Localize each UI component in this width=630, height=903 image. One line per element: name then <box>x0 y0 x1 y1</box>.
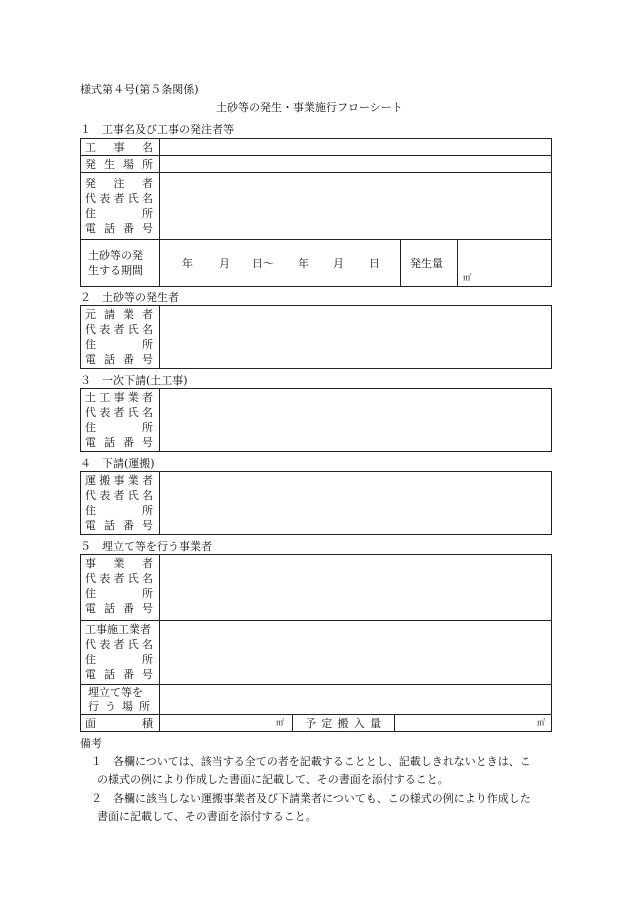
label-project-name: 工 事 名 <box>85 141 153 154</box>
label-representative: 代 表 者 氏 名 <box>85 638 153 651</box>
date-day-from: 日～ <box>252 257 274 270</box>
label-address: 住 所 <box>85 207 153 220</box>
label-representative: 代 表 者 氏 名 <box>85 192 153 205</box>
date-day-to: 日 <box>369 257 380 270</box>
label-address: 住 所 <box>85 587 153 600</box>
label-landfill-site-line1: 埋立て等を <box>88 686 143 699</box>
label-phone: 電 話 番 号 <box>85 222 153 235</box>
label-operator: 事 業 者 <box>85 557 153 570</box>
unit-m2: ㎡ <box>276 718 284 727</box>
note-1-line-2: の様式の例により作成した書面に記載して、その書面を添付すること。 <box>97 773 449 786</box>
note-2-line-2: 書面に記載して、その書面を添付すること。 <box>97 810 317 823</box>
label-construction-contractor: 工事施工業者 <box>85 623 151 636</box>
label-address: 住 所 <box>85 504 153 517</box>
label-landfill-site-line2: 行 う 場 所 <box>88 700 150 713</box>
date-month-to: 月 <box>333 257 344 270</box>
label-representative: 代 表 者 氏 名 <box>85 489 153 502</box>
label-phone: 電 話 番 号 <box>85 519 153 532</box>
label-period-line1: 土砂等の発 <box>88 249 143 262</box>
label-area: 面 積 <box>85 717 153 730</box>
label-phone: 電 話 番 号 <box>85 436 153 449</box>
section-1-heading: １ 工事名及び工事の発注者等 <box>80 123 234 136</box>
section-5-heading: ５ 埋立て等を行う事業者 <box>80 540 212 553</box>
label-address: 住 所 <box>85 421 153 434</box>
label-representative: 代 表 者 氏 名 <box>85 323 153 336</box>
form-id: 様式第４号(第５条関係) <box>80 83 199 96</box>
date-month-from: 月 <box>219 257 230 270</box>
page-title: 土砂等の発生・事業施行フローシート <box>216 101 403 114</box>
section-3-heading: ３ 一次下請(土工事) <box>80 374 188 387</box>
date-year-to: 年 <box>298 257 309 270</box>
label-representative: 代 表 者 氏 名 <box>85 406 153 419</box>
label-site: 発 生 場 所 <box>85 158 153 171</box>
unit-m3: ㎥ <box>537 718 545 727</box>
section-4-heading: ４ 下請(運搬) <box>80 457 155 470</box>
label-address: 住 所 <box>85 338 153 351</box>
label-phone: 電 話 番 号 <box>85 602 153 615</box>
label-representative: 代 表 者 氏 名 <box>85 572 153 585</box>
note-1-line-1: １ 各欄については、該当する全ての者を記載することとし、記載しきれないときは、こ <box>91 755 531 768</box>
label-period-line2: 生する期間 <box>88 264 143 277</box>
label-planned-volume: 予 定 搬 入 量 <box>305 717 381 730</box>
label-amount: 発生量 <box>410 257 443 270</box>
label-orderer: 発 注 者 <box>85 177 153 190</box>
label-phone: 電 話 番 号 <box>85 668 153 681</box>
notes-heading: 備考 <box>80 737 102 750</box>
label-earthwork-contractor: 土 工 事 業 者 <box>85 391 153 404</box>
label-address: 住 所 <box>85 653 153 666</box>
note-2-line-1: ２ 各欄に該当しない運搬事業者及び下請業者についても、この様式の例により作成した <box>91 792 531 805</box>
label-transport-contractor: 運 搬 事 業 者 <box>85 474 153 487</box>
section-2-heading: ２ 土砂等の発生者 <box>80 291 179 304</box>
label-phone: 電 話 番 号 <box>85 353 153 366</box>
label-prime-contractor: 元 請 業 者 <box>85 308 153 321</box>
unit-m3: ㎥ <box>463 273 471 282</box>
date-year-from: 年 <box>182 257 193 270</box>
